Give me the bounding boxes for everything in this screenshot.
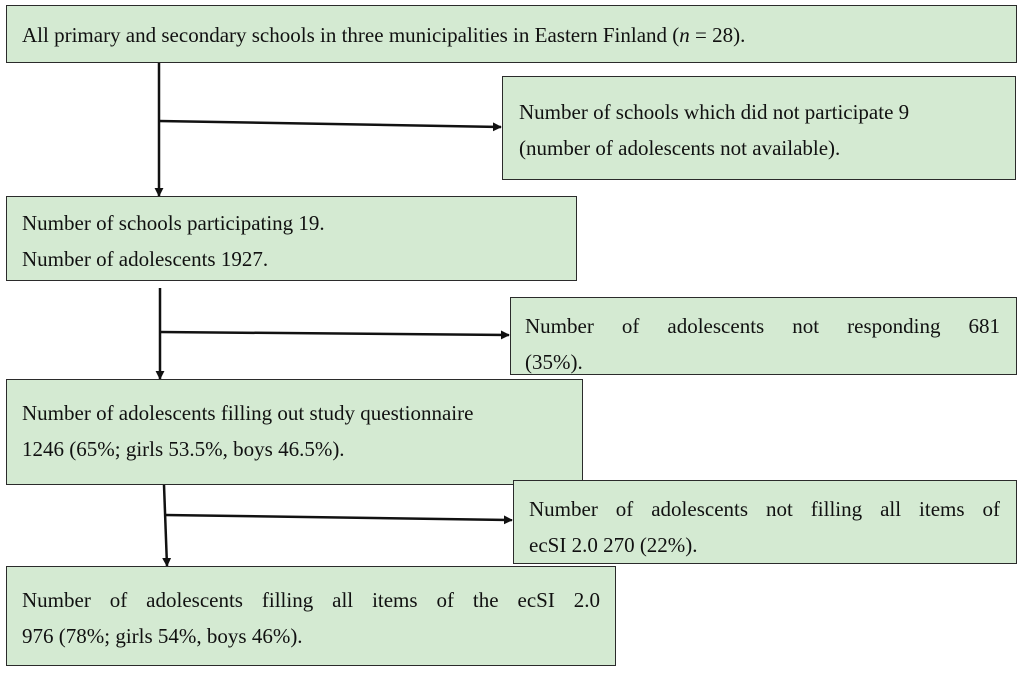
all-schools-text (22, 17, 1016, 53)
not-filling-all-line-1: Number of adolescents not filling all items of (529, 497, 1000, 521)
not-participating-line-1: Number of schools which did not participate 9 (519, 100, 910, 124)
arrow-right-1 (159, 121, 501, 127)
box-filling-questionnaire (6, 379, 583, 485)
arrow-right-2 (160, 332, 509, 335)
box-all-schools (6, 5, 1017, 63)
all-schools-suffix: = 28). (689, 23, 746, 47)
filling-questionnaire-line-2: 1246 (65%; girls 53.5%, boys 46.5%). (22, 437, 345, 461)
participating-line-2: Number of adolescents 1927. (22, 247, 269, 271)
box-not-participating (502, 76, 1016, 180)
not-filling-all-line-2: ecSI 2.0 270 (22%). (529, 533, 698, 557)
arrow-down-3 (164, 485, 167, 566)
all-schools-prefix: All primary and secondary schools in three municipalities in Eastern Finland ( (22, 23, 680, 47)
box-participating (6, 196, 577, 281)
not-responding-line-1: Number of adolescents not responding 681 (525, 314, 1000, 338)
n-symbol: n (679, 23, 690, 47)
filling-all-line-2: 976 (78%; girls 54%, boys 46%). (22, 624, 303, 648)
not-participating-line-2: (number of adolescents not available). (519, 136, 841, 160)
box-not-responding (510, 297, 1017, 375)
participating-line-1: Number of schools participating 19. (22, 211, 325, 235)
filling-questionnaire-line-1: Number of adolescents filling out study questionnaire (22, 401, 474, 425)
filling-all-line-1: Number of adolescents filling all items of the ecSI 2.0 (22, 588, 600, 612)
box-filling-all (6, 566, 616, 666)
box-not-filling-all (513, 480, 1017, 564)
arrow-right-3 (165, 515, 512, 520)
not-responding-line-2: (35%). (525, 350, 583, 374)
